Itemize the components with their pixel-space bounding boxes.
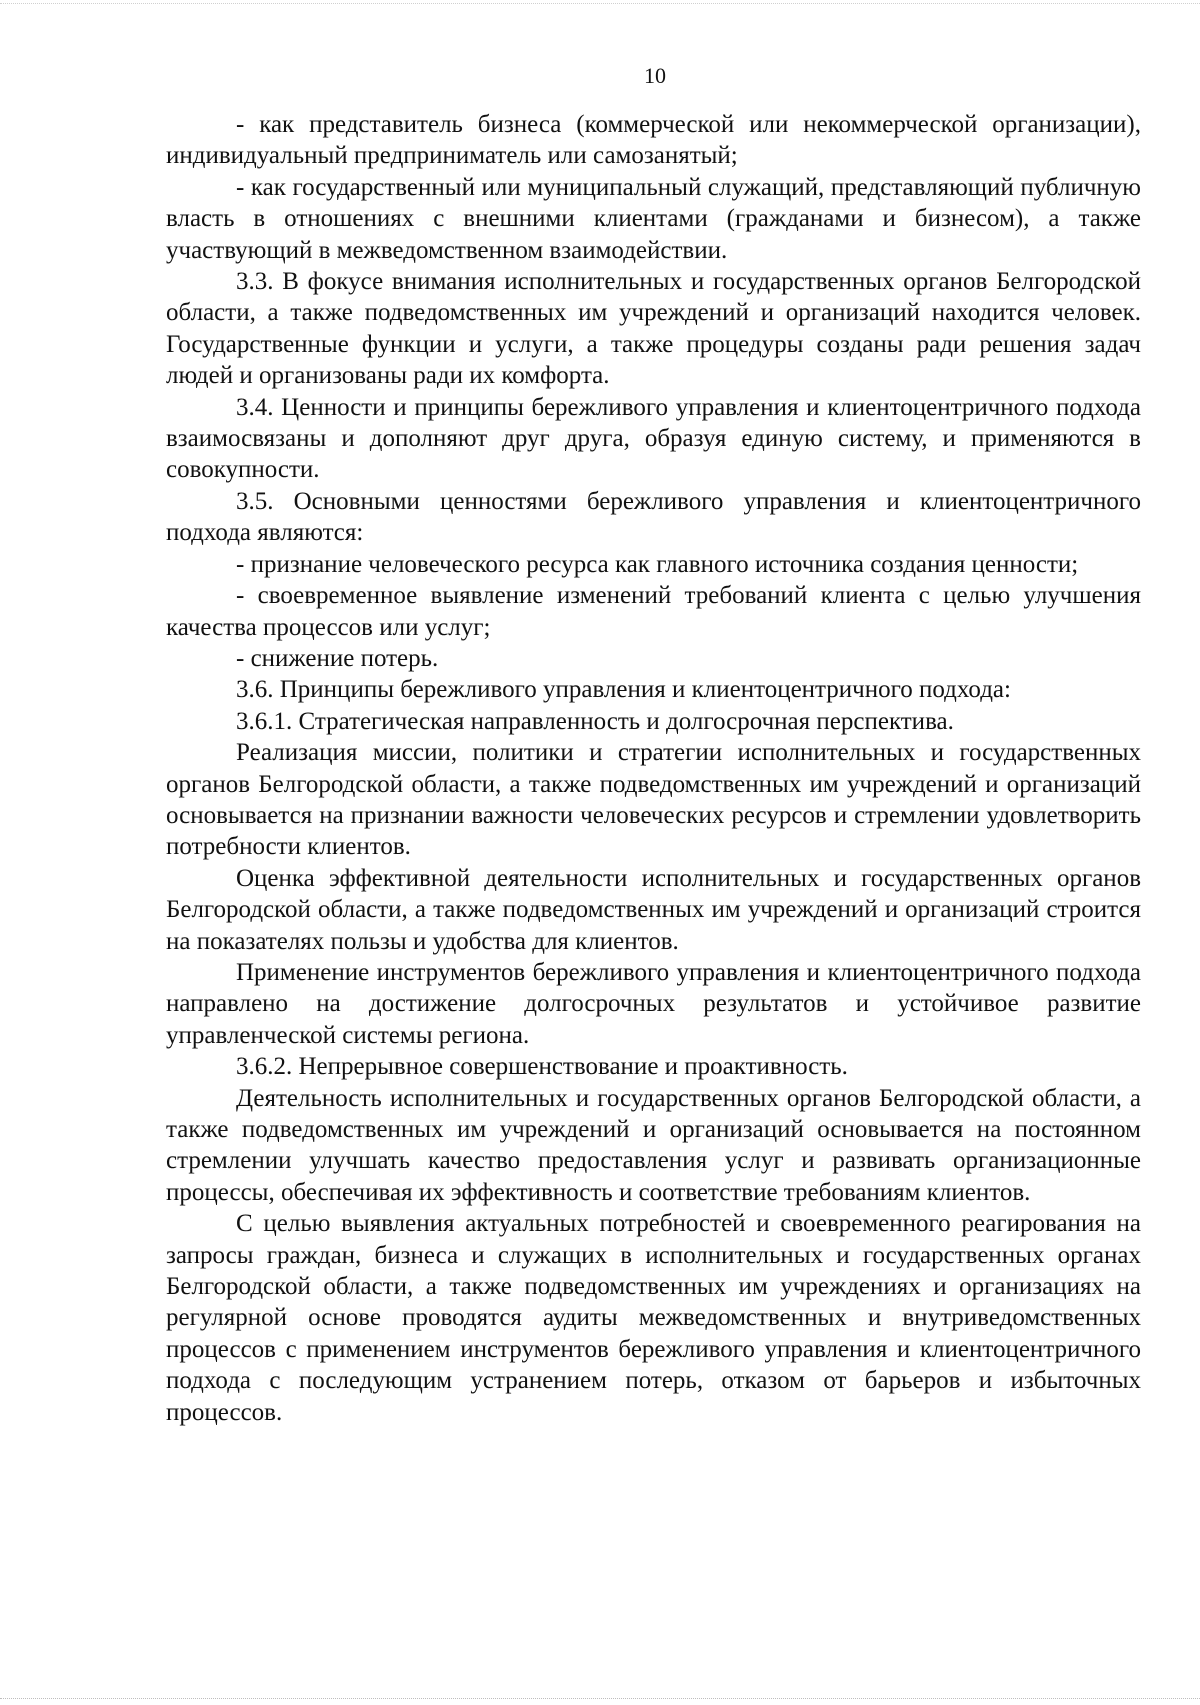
list-item-human-resource: - признание человеческого ресурса как главного источника создания ценности; [236, 550, 1079, 578]
paragraph-continuous-improvement: Деятельность исполнительных и государственных органов Белгородской области, а также подведомственных им учреждений и организаций основывается на постоянном стремлении улучшать качество предоставления услуг и развивать организационные процессы, обеспечивая их эффективность и соответствие требованиям клиентов. [166, 1084, 1141, 1206]
paragraph-3-6-2-heading: 3.6.2. Непрерывное совершенствование и проактивность. [236, 1053, 848, 1081]
paragraph-efficiency-assessment: Оценка эффективной деятельности исполнительных и государственных органов Белгородской области, а также подведомственных им учреждений и организаций строится на показателях пользы и удобства для клиентов. [166, 864, 1141, 955]
paragraph-business-representative: - как представитель бизнеса (коммерческой или некоммерческой организации), индивидуальный предприниматель или самозанятый; [166, 111, 1141, 170]
scan-edge-top [0, 3, 1200, 4]
paragraph-3-6: 3.6. Принципы бережливого управления и клиентоцентричного подхода: [236, 676, 1011, 704]
list-item-client-requirements: - своевременное выявление изменений требований клиента с целью улучшения качества процессов или услуг; [166, 582, 1141, 641]
scan-edge-bottom [0, 1698, 1200, 1699]
paragraph-mission-implementation: Реализация миссии, политики и стратегии исполнительных и государственных органов Белгородской области, а также подведомственных им учреждений и организаций основывается на признании важности человеческих ресурсов и стремлении удовлетворить потребности клиентов. [166, 739, 1141, 861]
paragraph-3-6-1-heading: 3.6.1. Стратегическая направленность и долгосрочная перспектива. [236, 707, 954, 735]
document-body [166, 109, 1141, 1428]
paragraph-process-audits: С целью выявления актуальных потребностей и своевременного реагирования на запросы граждан, бизнеса и служащих в исполнительных и государственных органах Белгородской области, а также подведомственных им учреждениях и организациях на регулярной основе проводятся аудиты межведомственных и внутриведомственных процессов с применением инструментов бережливого управления и клиентоцентричного подхода с последующим устранением потерь, отказом от барьеров и избыточных процессов. [166, 1210, 1141, 1426]
paragraph-civil-servant: - как государственный или муниципальный служащий, представляющий публичную власть в отношениях с внешними клиентами (гражданами и бизнесом), а также участвующий в межведомственном взаимодействии. [166, 173, 1141, 264]
list-item-loss-reduction: - снижение потерь. [236, 644, 439, 672]
paragraph-3-3: 3.3. В фокусе внимания исполнительных и государственных органов Белгородской области, а также подведомственных им учреждений и организаций находится человек. Государственные функции и услуги, а также процедуры созданы ради решения задач людей и организованы ради их комфорта. [166, 268, 1141, 390]
paragraph-3-5: 3.5. Основными ценностями бережливого управления и клиентоцентричного подхода являются: [166, 487, 1141, 547]
page-number: 10 [644, 63, 666, 88]
paragraph-3-4: 3.4. Ценности и принципы бережливого управления и клиентоцентричного подхода взаимосвязаны и дополняют друг друга, образуя единую систему, и применяются в совокупности. [166, 393, 1141, 484]
paragraph-tools-application: Применение инструментов бережливого управления и клиентоцентричного подхода направлено на достижение долгосрочных результатов и устойчивое развитие управленческой системы региона. [166, 958, 1141, 1049]
